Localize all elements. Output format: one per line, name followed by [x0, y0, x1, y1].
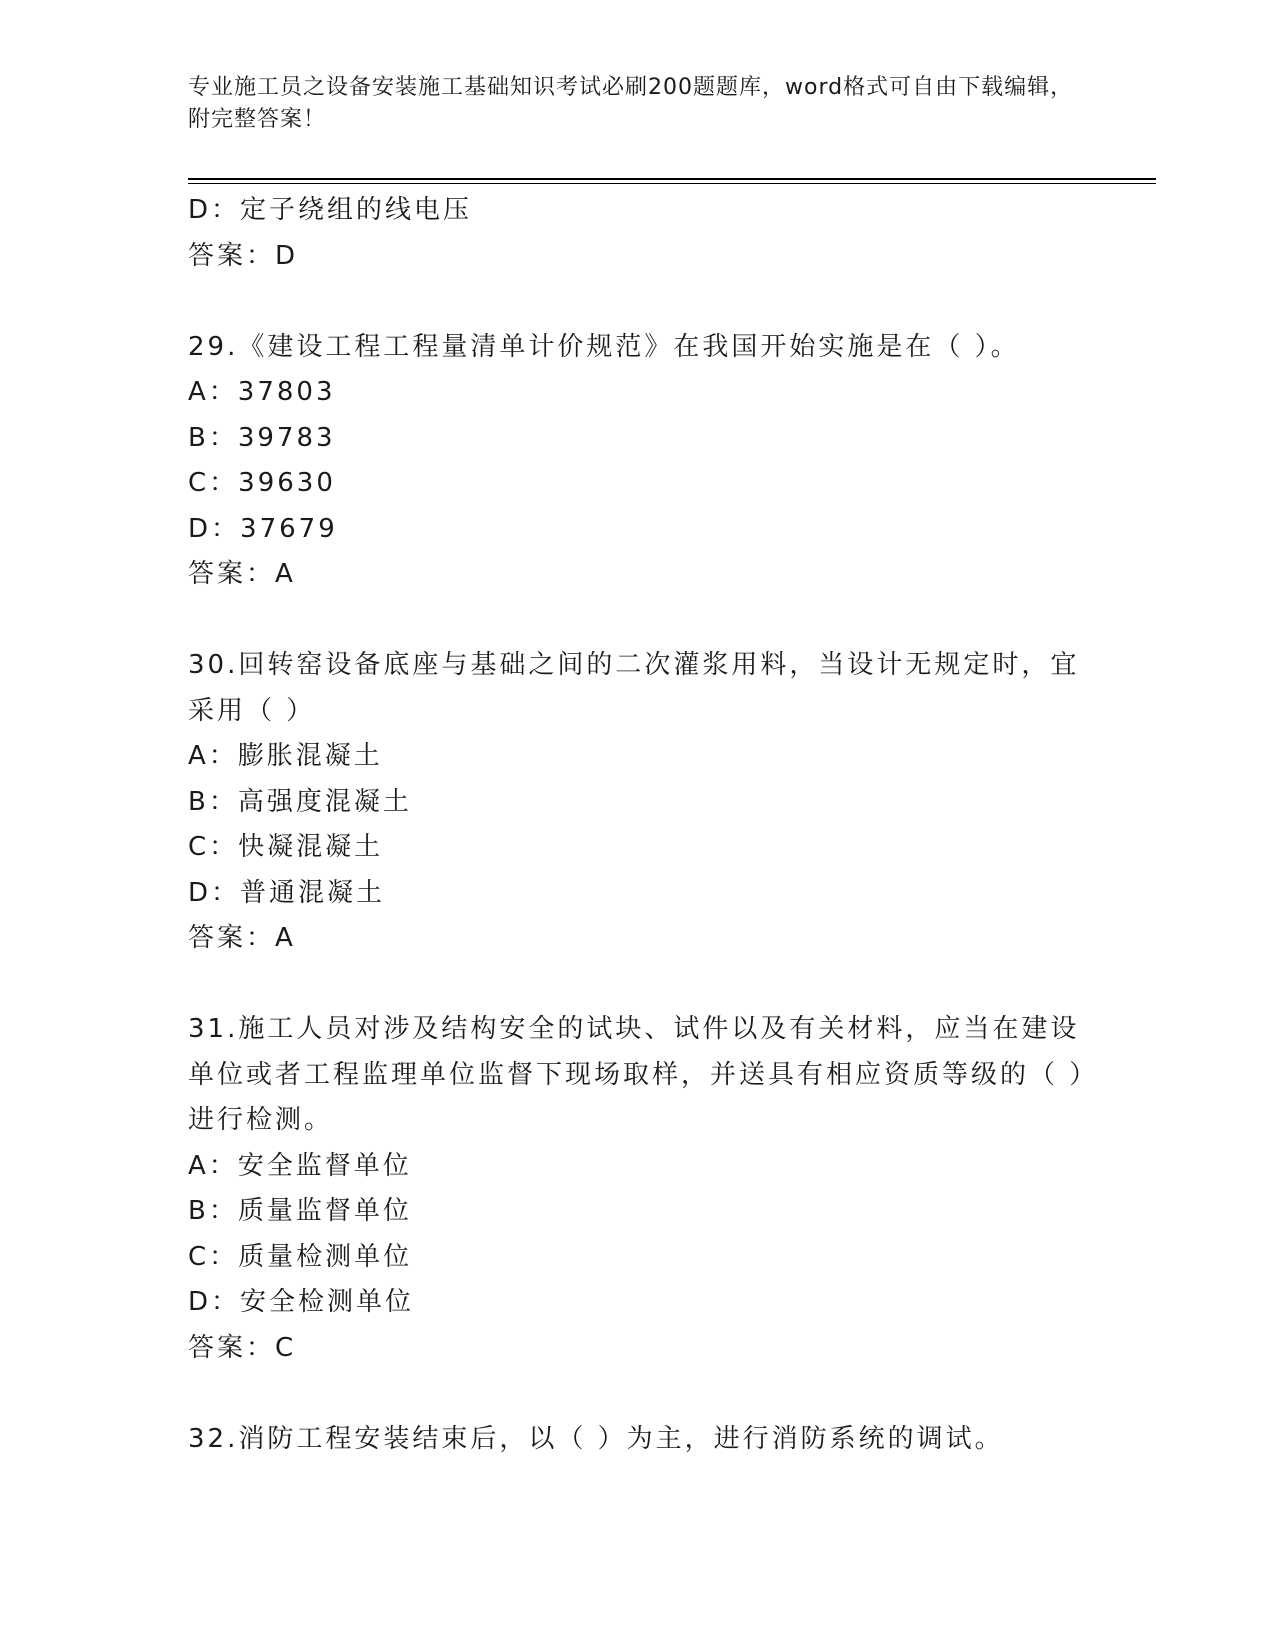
- question-list: [188, 188, 1088, 1462]
- spacer: [188, 279, 1088, 325]
- question-stem: 32.消防工程安装结束后，以（ ）为主，进行消防系统的调试。: [188, 1423, 1004, 1454]
- option-d: D：37679: [188, 513, 338, 544]
- answer-line: 答案：A: [188, 559, 296, 589]
- question-block: [188, 1007, 1088, 1371]
- spacer: [188, 1371, 1088, 1417]
- answer-line: 答案：A: [188, 923, 296, 953]
- spacer: [188, 598, 1088, 644]
- answer-line: 答案：C: [188, 1332, 297, 1363]
- option-c: C：质量检测单位: [188, 1241, 413, 1272]
- header-divider-thick: [188, 178, 1156, 180]
- answer-line: 答案：D: [188, 240, 299, 271]
- option-b: B：质量监督单位: [188, 1196, 412, 1226]
- page-header: [188, 72, 1088, 136]
- question-stem: 31.施工人员对涉及结构安全的试块、试件以及有关材料，应当在建设单位或者工程监理单位监督下现场取样，并送具有相应资质等级的（ ）进行检测。: [188, 1014, 1086, 1135]
- question-block: [188, 325, 1088, 598]
- question-block: [188, 1417, 1088, 1463]
- option-a: A：安全监督单位: [188, 1150, 412, 1181]
- option-c: C：39630: [188, 468, 336, 498]
- option-b: B：高强度混凝土: [188, 786, 412, 817]
- option-c: C：快凝混凝土: [188, 832, 384, 862]
- option-d: D：普通混凝土: [188, 877, 386, 908]
- question-stem: 29.《建设工程工程量清单计价规范》在我国开始实施是在（ ）。: [188, 331, 1020, 362]
- spacer: [188, 962, 1088, 1008]
- option-d: D：安全检测单位: [188, 1287, 415, 1317]
- option-d: D：定子绕组的线电压: [188, 195, 473, 225]
- header-text: 专业施工员之设备安装施工基础知识考试必刷200题题库，word格式可自由下载编辑，附完整答案！: [188, 75, 1074, 132]
- option-b: B：39783: [188, 422, 336, 453]
- header-divider-thin: [188, 183, 1156, 184]
- option-a: A：37803: [188, 377, 336, 407]
- question-stem: 30.回转窑设备底座与基础之间的二次灌浆用料，当设计无规定时，宜采用（ ）: [188, 650, 1080, 726]
- question-block: [188, 643, 1088, 962]
- option-a: A：膨胀混凝土: [188, 741, 383, 771]
